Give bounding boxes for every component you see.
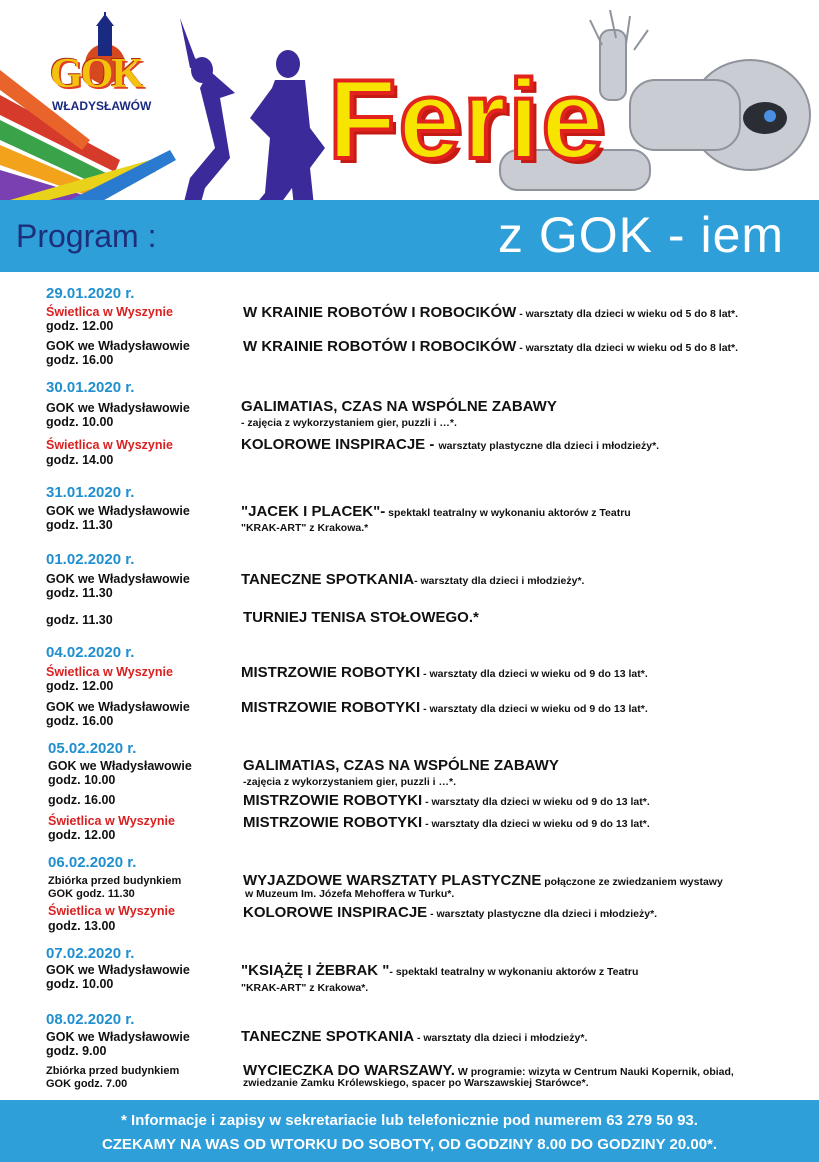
- logo-subtitle: WŁADYSŁAWÓW: [52, 99, 152, 113]
- event-title: W KRAINIE ROBOTÓW I ROBOCIKÓW: [243, 304, 517, 321]
- event-title: TANECZNE SPOTKANIA: [241, 571, 415, 588]
- event-title: MISTRZOWIE ROBOTYKI: [243, 792, 423, 809]
- footer-info: * Informacje i zapisy w sekretariacie lub telefonicznie pod numerem 63 279 50 93.: [121, 1112, 698, 1129]
- event-title: WYCIECZKA DO WARSZAWY.: [243, 1062, 455, 1079]
- time-label: godz. 11.30: [46, 613, 113, 627]
- time-label: godz. 12.00: [46, 679, 114, 693]
- time-label: godz. 14.00: [46, 453, 114, 467]
- event-line: [241, 503, 631, 521]
- event-desc: - zajęcia z wykorzystaniem gier, puzzli i …*.: [241, 417, 457, 429]
- date-heading: 07.02.2020 r.: [46, 945, 135, 962]
- event-title: GALIMATIAS, CZAS NA WSPÓLNE ZABAWY: [241, 398, 557, 415]
- event-desc: - warsztaty dla dzieci w wieku od 9 do 13 lat*.: [420, 668, 648, 680]
- event-line: [243, 872, 723, 890]
- event-desc: - warsztaty dla dzieci w wieku od 5 do 8 lat*.: [516, 308, 739, 320]
- date-heading: 01.02.2020 r.: [46, 551, 135, 568]
- event-line: [241, 962, 638, 980]
- date-heading: 06.02.2020 r.: [48, 854, 137, 871]
- event-title: MISTRZOWIE ROBOTYKI: [243, 814, 423, 831]
- date-heading: 08.02.2020 r.: [46, 1011, 135, 1028]
- location-label: GOK we Władysławowie: [46, 504, 190, 518]
- event-desc: - warsztaty dla dzieci w wieku od 5 do 8 lat*.: [516, 342, 739, 354]
- time-label: godz. 16.00: [46, 353, 114, 367]
- time-label: godz. 16.00: [46, 714, 114, 728]
- time-label: godz. 11.30: [46, 586, 113, 600]
- event-title: MISTRZOWIE ROBOTYKI: [241, 699, 421, 716]
- location-label: GOK we Władysławowie: [48, 759, 192, 773]
- event-desc: -zajęcia z wykorzystaniem gier, puzzli i …*.: [243, 776, 456, 788]
- event-desc: - warsztaty plastyczne dla dzieci i młodzieży*.: [427, 908, 658, 920]
- event-line: [241, 436, 659, 454]
- event-desc: w Muzeum Im. Józefa Mehoffera w Turku*.: [245, 888, 455, 900]
- location-label: Świetlica w Wyszynie: [48, 904, 175, 918]
- location-label: Zbiórka przed budynkiem: [46, 1065, 180, 1077]
- location-label: GOK we Władysławowie: [46, 963, 190, 977]
- logo-text: GOK: [50, 51, 143, 97]
- time-label: godz. 10.00: [46, 977, 114, 991]
- location-label: GOK we Władysławowie: [46, 700, 190, 714]
- event-title: KOLOROWE INSPIRACJE -: [241, 436, 439, 453]
- event-line: [241, 1028, 587, 1046]
- footer-band: [0, 1100, 819, 1162]
- event-desc: spektakl teatralny w wykonaniu aktorów z Teatru: [385, 507, 631, 519]
- event-title: WYJAZDOWE WARSZTATY PLASTYCZNE: [243, 872, 542, 889]
- date-heading: 31.01.2020 r.: [46, 484, 135, 501]
- event-desc: połączone ze zwiedzaniem wystawy: [541, 876, 723, 888]
- time-label: GOK godz. 7.00: [46, 1078, 128, 1090]
- date-heading: 29.01.2020 r.: [46, 285, 135, 302]
- footer-hours: CZEKAMY NA WAS OD WTORKU DO SOBOTY, OD GODZINY 8.00 DO GODZINY 20.00*.: [101, 1136, 718, 1153]
- event-title: TANECZNE SPOTKANIA: [241, 1028, 415, 1045]
- location-label: Świetlica w Wyszynie: [46, 305, 173, 319]
- event-line: [243, 814, 650, 832]
- program-label: Program :: [16, 218, 157, 254]
- header-banner: [0, 0, 819, 272]
- time-label: godz. 12.00: [46, 319, 114, 333]
- event-desc: warsztaty plastyczne dla dzieci i młodzieży*.: [438, 440, 660, 452]
- event-line: [241, 571, 584, 589]
- location-label: GOK we Władysławowie: [46, 1030, 190, 1044]
- location-label: Świetlica w Wyszynie: [46, 665, 173, 679]
- location-label: GOK we Władysławowie: [46, 572, 190, 586]
- time-label: godz. 13.00: [48, 919, 116, 933]
- event-desc: - warsztaty dla dzieci i młodzieży*.: [414, 1032, 588, 1044]
- event-line: [241, 664, 648, 682]
- event-desc: - warsztaty dla dzieci w wieku od 9 do 13 lat*.: [420, 703, 648, 715]
- time-label: GOK godz. 11.30: [48, 888, 135, 900]
- event-desc: - spektakl teatralny w wykonaniu aktorów z Teatru: [389, 966, 639, 978]
- event-desc: - warsztaty dla dzieci i młodzieży*.: [414, 575, 585, 587]
- event-title: KOLOROWE INSPIRACJE: [243, 904, 428, 921]
- location-label: GOK we Władysławowie: [46, 401, 190, 415]
- event-line: [243, 304, 738, 322]
- event-desc: - warsztaty dla dzieci w wieku od 9 do 13 lat*.: [422, 796, 650, 808]
- time-label: godz. 10.00: [48, 773, 116, 787]
- location-label: Zbiórka przed budynkiem: [48, 875, 182, 887]
- event-desc: zwiedzanie Zamku Królewskiego, spacer po Warszawskiej Starówce*.: [243, 1077, 589, 1089]
- time-label: godz. 12.00: [48, 828, 116, 842]
- event-line: [243, 792, 650, 810]
- event-title: "KSIĄŻĘ I ŻEBRAK ": [241, 962, 390, 979]
- subtitle: z GOK - iem: [498, 207, 785, 263]
- time-label: godz. 16.00: [48, 793, 116, 807]
- date-heading: 04.02.2020 r.: [46, 644, 135, 661]
- event-title: MISTRZOWIE ROBOTYKI: [241, 664, 421, 681]
- event-title: "JACEK I PLACEK"-: [241, 503, 386, 520]
- event-line: [241, 699, 648, 717]
- time-label: godz. 11.30: [46, 518, 113, 532]
- location-label: Świetlica w Wyszynie: [46, 438, 173, 452]
- event-title: GALIMATIAS, CZAS NA WSPÓLNE ZABAWY: [243, 757, 559, 774]
- event-desc: "KRAK-ART" z Krakowa.*: [241, 522, 369, 534]
- event-line: [243, 338, 738, 356]
- location-label: GOK we Władysławowie: [46, 339, 190, 353]
- title-ferie: Ferie: [328, 57, 606, 182]
- event-desc: "KRAK-ART" z Krakowa*.: [241, 982, 369, 994]
- time-label: godz. 9.00: [46, 1044, 107, 1058]
- event-line: [243, 904, 657, 922]
- location-label: Świetlica w Wyszynie: [48, 814, 175, 828]
- event-title: TURNIEJ TENISA STOŁOWEGO.*: [243, 609, 479, 626]
- event-desc: - warsztaty dla dzieci w wieku od 9 do 13 lat*.: [422, 818, 650, 830]
- event-desc: W programie: wizyta w Centrum Nauki Kopernik, obiad,: [454, 1066, 734, 1078]
- time-label: godz. 10.00: [46, 415, 114, 429]
- schedule: [0, 272, 819, 1100]
- date-heading: 05.02.2020 r.: [48, 740, 137, 757]
- date-heading: 30.01.2020 r.: [46, 379, 135, 396]
- event-title: W KRAINIE ROBOTÓW I ROBOCIKÓW: [243, 338, 517, 355]
